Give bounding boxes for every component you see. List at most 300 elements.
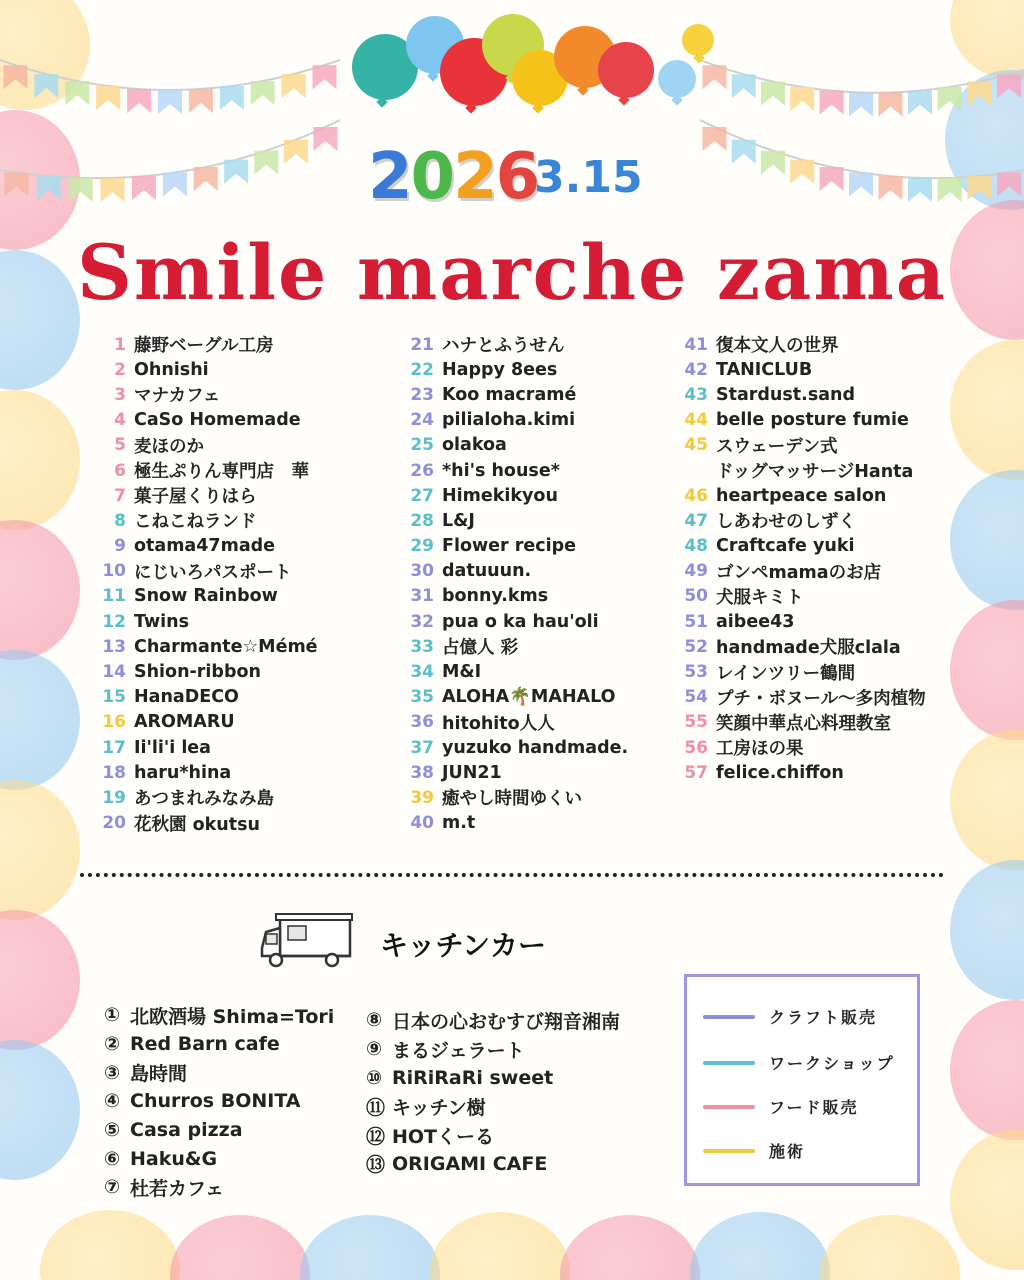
- bunting-flag: [34, 74, 58, 98]
- vendor-name: 犬服キミト: [716, 587, 804, 608]
- kitchen-car-number: ⑦: [104, 1176, 121, 1199]
- vendor-item: [100, 735, 318, 760]
- vendor-number: 7: [114, 485, 126, 506]
- watercolor-blob: [560, 1215, 700, 1280]
- vendor-number: 44: [684, 410, 708, 431]
- vendor-item: [408, 332, 628, 357]
- vendor-name: JUN21: [442, 762, 502, 783]
- legend-item: [703, 1139, 805, 1162]
- vendor-name: 極生ぷりん専門店 華: [134, 462, 309, 483]
- kitchen-car-number: ⑨: [366, 1038, 383, 1061]
- bunting-flag: [820, 91, 844, 115]
- vendor-item: [100, 659, 318, 684]
- kitchen-car-item: [104, 1173, 334, 1202]
- bunting-flag: [849, 93, 873, 117]
- vendor-name: handmade犬服clala: [716, 638, 901, 659]
- vendor-number: 6: [114, 460, 126, 481]
- vendor-name: ゴンペmamaのお店: [716, 562, 882, 583]
- vendor-name: TANICLUB: [716, 359, 813, 380]
- vendor-number: 2: [114, 359, 126, 380]
- vendor-item: [100, 811, 318, 836]
- vendor-item: [100, 685, 318, 710]
- vendor-item: [682, 609, 926, 634]
- kitchen-car-name: HOTくーる: [392, 1125, 495, 1148]
- vendor-item: [682, 508, 926, 533]
- vendor-item: [100, 534, 318, 559]
- watercolor-blob: [0, 650, 80, 790]
- vendor-number: 45: [684, 435, 708, 456]
- bunting-flag: [4, 173, 28, 197]
- event-date: 3.15: [534, 152, 643, 203]
- vendor-number: 12: [102, 611, 126, 632]
- year-digit: 2: [368, 140, 411, 214]
- vendor-name: HanaDECO: [134, 687, 239, 708]
- vendor-number: 11: [102, 586, 126, 607]
- kitchen-car-number: ⑥: [104, 1147, 121, 1170]
- vendor-number: 35: [410, 687, 434, 708]
- vendor-number: 28: [410, 510, 434, 531]
- vendor-name: hitohito人人: [442, 713, 555, 734]
- kitchen-car-number: ①: [104, 1004, 121, 1027]
- kitchen-car-name: 島時間: [130, 1063, 188, 1086]
- vendor-name: Snow Rainbow: [134, 586, 278, 607]
- vendor-number: 43: [684, 384, 708, 405]
- vendor-item: [408, 735, 628, 760]
- vendor-name: otama47made: [134, 536, 276, 557]
- vendor-item: [408, 584, 628, 609]
- bunting-flag: [313, 127, 337, 151]
- bunting-flag: [158, 90, 182, 114]
- kitchen-car-name: RiRiRaRi sweet: [392, 1066, 554, 1089]
- vendor-item: [100, 634, 318, 659]
- vendor-item: [100, 508, 318, 533]
- vendor-item: [100, 760, 318, 785]
- vendor-name: Stardust.sand: [716, 384, 856, 405]
- vendor-item: [682, 659, 926, 684]
- watercolor-blob: [170, 1215, 310, 1280]
- vendor-item: [682, 735, 926, 760]
- kitchen-car-number: ③: [104, 1061, 121, 1084]
- bunting-flag: [820, 167, 844, 191]
- bunting-flag: [997, 173, 1021, 197]
- vendor-item: [682, 382, 926, 407]
- kitchen-car-item: [366, 1035, 620, 1064]
- vendor-number: 33: [410, 636, 434, 657]
- balloon: [658, 60, 696, 98]
- kitchen-car-item: [104, 1116, 334, 1145]
- vendor-number: 16: [102, 712, 126, 733]
- vendor-name-continued: ドッグマッサージHanta: [716, 462, 914, 483]
- watercolor-blob: [430, 1212, 570, 1280]
- vendor-item: [408, 559, 628, 584]
- vendor-item: [100, 408, 318, 433]
- bunting-flag: [284, 140, 308, 164]
- vendor-name: *hi's house*: [442, 460, 560, 481]
- kitchen-car-name: 日本の心おむすび翔音湘南: [392, 1010, 621, 1033]
- bunting-flag: [703, 127, 727, 151]
- bunting-flag: [790, 160, 814, 184]
- watercolor-blob: [950, 340, 1024, 480]
- vendor-number: 3: [114, 384, 126, 405]
- vendor-number: 53: [684, 662, 708, 683]
- vendor-number: 55: [684, 712, 708, 733]
- vendor-name: m.t: [442, 813, 476, 834]
- bunting-flag: [194, 167, 218, 191]
- watercolor-blob: [0, 1040, 80, 1180]
- vendor-name: yuzuko handmade.: [442, 737, 629, 758]
- vendor-name: 花秋園 okutsu: [134, 814, 260, 835]
- vendor-column: [408, 332, 628, 836]
- vendor-name: Twins: [134, 611, 190, 632]
- bunting-flag: [101, 178, 125, 202]
- vendor-number: 26: [410, 460, 434, 481]
- vendor-number: 56: [684, 737, 708, 758]
- vendor-name: bonny.kms: [442, 586, 549, 607]
- vendor-item: [682, 433, 926, 458]
- vendor-number: 21: [410, 334, 434, 355]
- vendor-number: 54: [684, 687, 708, 708]
- vendor-item: [682, 760, 926, 785]
- kitchen-car-item: [104, 1058, 334, 1087]
- vendor-number: 10: [102, 561, 126, 582]
- bunting-flag: [127, 89, 151, 113]
- vendor-item: [682, 685, 926, 710]
- vendor-item: [682, 408, 926, 433]
- balloon: [682, 24, 714, 56]
- vendor-number: 46: [684, 485, 708, 506]
- vendor-item: [682, 559, 926, 584]
- bunting-flag: [224, 160, 248, 184]
- vendor-number: 49: [684, 561, 708, 582]
- vendor-item: [682, 332, 926, 357]
- vendor-item: [408, 433, 628, 458]
- bunting-flag: [69, 178, 93, 202]
- vendor-item: [408, 408, 628, 433]
- vendor-number: 30: [410, 561, 434, 582]
- vendor-item: [100, 584, 318, 609]
- vendor-item: [100, 357, 318, 382]
- vendor-number: 51: [684, 611, 708, 632]
- kitchen-car-number: ⑬: [366, 1154, 386, 1177]
- vendor-item: [408, 659, 628, 684]
- vendor-name: 笑顔中華点心料理教室: [716, 713, 891, 734]
- vendor-item: [100, 559, 318, 584]
- kitchen-car-number: ⑪: [366, 1096, 386, 1119]
- vendor-number: 25: [410, 435, 434, 456]
- vendor-item: [682, 483, 926, 508]
- watercolor-blob: [0, 390, 80, 530]
- vendor-name: felice.chiffon: [716, 762, 844, 783]
- watercolor-blob: [950, 1000, 1024, 1140]
- vendor-column: [100, 332, 318, 836]
- legend-swatch: [703, 1149, 755, 1153]
- vendor-name: 麦ほのか: [134, 436, 204, 457]
- bunting-flag: [65, 81, 89, 105]
- kitchen-car-item: [366, 1092, 620, 1121]
- vendor-item: [100, 609, 318, 634]
- vendor-item: [682, 534, 926, 559]
- kitchen-car-name: Haku&G: [130, 1147, 218, 1170]
- vendor-item: [408, 609, 628, 634]
- balloon: [598, 42, 654, 98]
- kitchen-car-icon: [258, 912, 354, 970]
- vendor-number: 29: [410, 536, 434, 557]
- vendor-name: Shion-ribbon: [134, 662, 261, 683]
- vendor-name: プチ・ボヌール～多肉植物: [716, 688, 926, 709]
- bunting-flag: [878, 176, 902, 200]
- kitchen-car-name: Casa pizza: [130, 1119, 243, 1142]
- vendor-number: 19: [102, 787, 126, 808]
- vendor-item: [408, 382, 628, 407]
- vendor-name: にじいろパスポート: [134, 562, 292, 583]
- vendor-name: マナカフェ: [134, 386, 221, 407]
- legend-label: 施術: [769, 1142, 806, 1161]
- vendor-name: 復本文人の世界: [716, 336, 839, 357]
- vendor-item: [408, 685, 628, 710]
- bunting-flag: [251, 81, 275, 105]
- kitchen-car-name: 杜若カフェ: [130, 1177, 225, 1200]
- legend-swatch: [703, 1105, 755, 1109]
- watercolor-blob: [820, 1215, 960, 1280]
- vendor-name: pilialoha.kimi: [442, 410, 576, 431]
- kitchen-car-number: ④: [104, 1090, 121, 1113]
- bunting-flag: [790, 87, 814, 111]
- kitchen-car-number: ⑤: [104, 1119, 121, 1142]
- bunting-flag: [703, 65, 727, 89]
- vendor-number: 14: [102, 662, 126, 683]
- kitchen-car-name: Churros BONITA: [130, 1090, 301, 1113]
- kitchen-car-item: [104, 1144, 334, 1173]
- vendor-number: 39: [410, 787, 434, 808]
- vendor-name: 藤野ベーグル工房: [134, 336, 274, 357]
- vendor-item: [408, 785, 628, 810]
- vendor-name: こねこねランド: [134, 512, 257, 533]
- vendor-item: [100, 382, 318, 407]
- legend-swatch: [703, 1015, 755, 1019]
- legend-swatch: [703, 1061, 755, 1065]
- vendor-number: 5: [114, 435, 126, 456]
- vendor-item: [682, 584, 926, 609]
- vendor-number: 9: [114, 536, 126, 557]
- bunting-flag: [732, 74, 756, 98]
- vendor-item: [408, 760, 628, 785]
- watercolor-blob: [300, 1215, 440, 1280]
- vendor-item: [100, 458, 318, 483]
- vendor-item: [100, 332, 318, 357]
- vendor-name: 菓子屋くりはら: [134, 487, 257, 508]
- vendor-name: M&I: [442, 662, 482, 683]
- kitchen-car-number: ⑩: [366, 1066, 383, 1089]
- vendor-name: Craftcafe yuki: [716, 536, 855, 557]
- vendor-item: [100, 483, 318, 508]
- vendor-item: [408, 483, 628, 508]
- vendor-number: 41: [684, 334, 708, 355]
- vendor-number: 8: [114, 510, 126, 531]
- vendor-name: olakoa: [442, 435, 507, 456]
- bunting-flag: [96, 86, 120, 110]
- kitchen-car-item: [366, 1121, 620, 1150]
- vendor-name: Flower recipe: [442, 536, 577, 557]
- vendor-name: Koo macramé: [442, 384, 577, 405]
- vendor-number: 47: [684, 510, 708, 531]
- bunting-flag: [997, 74, 1021, 98]
- vendor-number: 24: [410, 410, 434, 431]
- watercolor-blob: [950, 1130, 1024, 1270]
- kitchen-car-item: [366, 1149, 620, 1178]
- vendor-number: 50: [684, 586, 708, 607]
- bunting-flag: [761, 151, 785, 175]
- vendor-name: レインツリー鶴間: [716, 663, 856, 684]
- event-year: [368, 140, 538, 214]
- vendor-name: Happy 8ees: [442, 359, 558, 380]
- vendor-number: 20: [102, 813, 126, 834]
- vendor-number: 36: [410, 712, 434, 733]
- vendor-name: 工房ほの果: [716, 739, 804, 760]
- vendor-number: 27: [410, 485, 434, 506]
- legend-item: [703, 1095, 859, 1118]
- kitchen-car-item: [104, 1030, 334, 1059]
- kitchen-car-heading: キッチンカー: [380, 929, 547, 962]
- vendor-item: [682, 710, 926, 735]
- bunting-flag: [849, 173, 873, 197]
- vendor-number: 4: [114, 410, 126, 431]
- vendor-number: 34: [410, 662, 434, 683]
- vendor-number: 52: [684, 636, 708, 657]
- vendor-name: あつまれみなみ島: [134, 789, 274, 810]
- vendor-number: 40: [410, 813, 434, 834]
- legend-label: フード販売: [769, 1098, 859, 1117]
- watercolor-blob: [950, 470, 1024, 610]
- vendor-number: 48: [684, 536, 708, 557]
- vendor-name: しあわせのしずく: [716, 512, 856, 533]
- bunting-flag: [189, 89, 213, 113]
- vendor-item: [408, 710, 628, 735]
- vendor-number: 13: [102, 636, 126, 657]
- page-title: Smile marche zama: [77, 228, 947, 317]
- legend-item: [703, 1005, 877, 1028]
- vendor-name: Charmante☆Mémé: [134, 636, 318, 657]
- kitchen-car-name: ORIGAMI CAFE: [392, 1152, 548, 1175]
- kitchen-car-name: まるジェラート: [392, 1039, 525, 1062]
- vendor-name: aibee43: [716, 611, 795, 632]
- dotted-divider: [80, 873, 944, 877]
- vendor-number: 22: [410, 359, 434, 380]
- bunting-flag: [938, 87, 962, 111]
- watercolor-blob: [690, 1212, 830, 1280]
- bunting-flag: [761, 82, 785, 106]
- vendor-number: 1: [114, 334, 126, 355]
- vendor-item: [408, 634, 628, 659]
- watercolor-blob: [950, 860, 1024, 1000]
- vendor-number: 17: [102, 737, 126, 758]
- year-digit: 0: [410, 140, 454, 214]
- vendor-number: 31: [410, 586, 434, 607]
- watercolor-blob: [0, 780, 80, 920]
- watercolor-blob: [40, 1210, 180, 1280]
- vendor-name: Himekikyou: [442, 485, 558, 506]
- kitchen-car-name: キッチン樹: [392, 1096, 486, 1119]
- vendor-item: [682, 357, 926, 382]
- vendor-name: haru*hina: [134, 762, 232, 783]
- legend-item: [703, 1051, 895, 1074]
- kitchen-car-number: ⑧: [366, 1009, 383, 1032]
- vendor-name: Ii'li'i lea: [134, 737, 211, 758]
- vendor-item: [100, 433, 318, 458]
- kitchen-car-column: [366, 1006, 620, 1178]
- bunting-flag: [132, 176, 156, 200]
- watercolor-blob: [0, 910, 80, 1050]
- vendor-name: pua o ka hau'oli: [442, 611, 599, 632]
- vendor-item: [408, 534, 628, 559]
- bunting-flag: [732, 140, 756, 164]
- vendor-number: 37: [410, 737, 434, 758]
- vendor-number: 23: [410, 384, 434, 405]
- bunting-flag: [938, 178, 962, 202]
- vendor-name: 占億人 彩: [442, 638, 519, 659]
- bunting-flag: [967, 82, 991, 106]
- bunting-flag: [967, 176, 991, 200]
- vendor-name: AROMARU: [134, 712, 235, 733]
- vendor-number: 42: [684, 359, 708, 380]
- vendor-number: 57: [684, 762, 708, 783]
- vendor-item: [408, 811, 628, 836]
- bunting-flag: [220, 86, 244, 110]
- vendor-name: CaSo Homemade: [134, 410, 301, 431]
- legend-label: クラフト販売: [769, 1008, 878, 1027]
- legend-label: ワークショップ: [769, 1054, 895, 1073]
- vendor-name: ALOHA🌴MAHALO: [442, 687, 616, 708]
- bunting-flag: [282, 74, 306, 98]
- vendor-name: L&J: [442, 510, 475, 531]
- vendor-name: belle posture fumie: [716, 410, 909, 431]
- watercolor-blob: [950, 730, 1024, 870]
- vendor-item: [682, 634, 926, 659]
- vendor-item: [408, 508, 628, 533]
- bunting-flag: [878, 93, 902, 117]
- kitchen-car-item: [366, 1063, 620, 1092]
- year-digit: 2: [453, 140, 496, 214]
- bunting-flag: [313, 65, 337, 89]
- kitchen-car-number: ②: [104, 1033, 121, 1056]
- vendor-name: datuuun.: [442, 561, 532, 582]
- category-legend: [684, 974, 920, 1186]
- kitchen-car-number: ⑫: [366, 1125, 386, 1148]
- watercolor-blob: [0, 520, 80, 660]
- vendor-name: ハナとふうせん: [442, 336, 565, 357]
- bunting-flag: [37, 176, 61, 200]
- vendor-column: [682, 332, 926, 785]
- vendor-item: [100, 785, 318, 810]
- vendor-name: Ohnishi: [134, 359, 209, 380]
- bunting-flag: [163, 173, 187, 197]
- vendor-item: [408, 357, 628, 382]
- vendor-name: スウェーデン式: [716, 436, 838, 457]
- vendor-number: 18: [102, 762, 126, 783]
- bunting-flag: [908, 178, 932, 202]
- kitchen-car-name: 北欧酒場 Shima=Tori: [130, 1005, 335, 1028]
- vendor-number: 32: [410, 611, 434, 632]
- kitchen-car-name: Red Barn cafe: [130, 1033, 280, 1056]
- kitchen-car-item: [104, 1087, 334, 1116]
- vendor-item: [100, 710, 318, 735]
- kitchen-car-item: [366, 1006, 620, 1035]
- bunting-flag: [254, 151, 278, 175]
- vendor-item: [408, 458, 628, 483]
- vendor-name: 癒やし時間ゆくい: [442, 789, 582, 810]
- vendor-number: 15: [102, 687, 126, 708]
- bunting-flag: [908, 91, 932, 115]
- watercolor-blob: [950, 600, 1024, 740]
